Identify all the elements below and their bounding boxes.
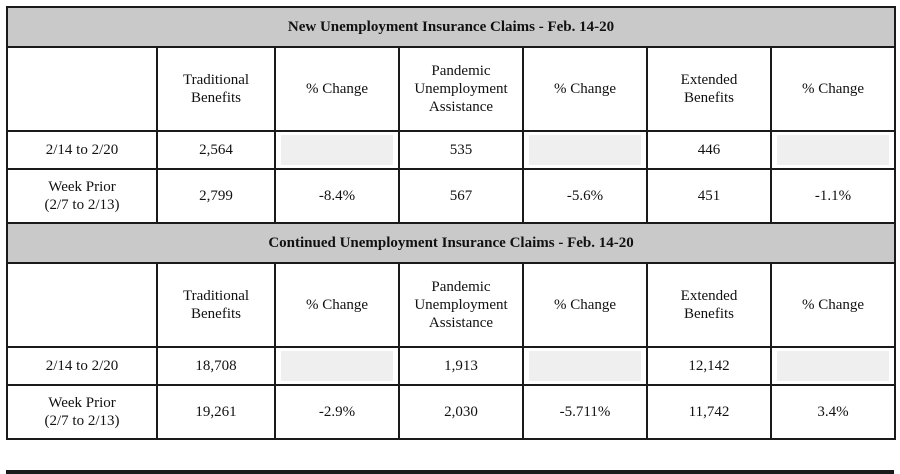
new-claims-title: New Unemployment Insurance Claims - Feb. 14-20 xyxy=(7,7,895,47)
new-prior-pandemic: 567 xyxy=(399,169,523,223)
continued-claims-title-row xyxy=(7,223,895,263)
header-traditional-change: % Change xyxy=(275,47,399,131)
cont-current-extended: 12,142 xyxy=(647,347,771,385)
new-prior-extended: 451 xyxy=(647,169,771,223)
header-extended-line2: Benefits xyxy=(684,90,734,106)
header-pandemic-change: % Change xyxy=(523,47,647,131)
new-current-extended-change xyxy=(771,131,895,169)
header-pandemic-line1: Pandemic xyxy=(431,63,491,79)
continued-claims-title: Continued Unemployment Insurance Claims - Feb. 14-20 xyxy=(7,223,895,263)
shaded-empty-cell xyxy=(529,351,641,381)
cont-prior-extended: 11,742 xyxy=(647,385,771,439)
new-claims-header-row xyxy=(7,47,895,131)
continued-claims-prior-row xyxy=(7,385,895,439)
cont-prior-traditional-change: -2.9% xyxy=(275,385,399,439)
header-extended-line1: Extended xyxy=(680,72,738,88)
new-current-traditional-change xyxy=(275,131,399,169)
cont-current-pandemic-change xyxy=(523,347,647,385)
prior-week-label-line2: (2/7 to 2/13) xyxy=(44,197,120,213)
header-blank xyxy=(7,263,157,347)
new-current-extended: 446 xyxy=(647,131,771,169)
new-prior-pandemic-change: -5.6% xyxy=(523,169,647,223)
new-prior-extended-change: -1.1% xyxy=(771,169,895,223)
shaded-empty-cell xyxy=(281,135,393,165)
shaded-empty-cell xyxy=(777,135,889,165)
header-traditional-line1: Traditional xyxy=(182,72,250,88)
header-traditional xyxy=(157,47,275,131)
header-traditional-line2: Benefits xyxy=(191,90,241,106)
next-table-top-border xyxy=(6,470,894,474)
cont-prior-traditional: 19,261 xyxy=(157,385,275,439)
prior-week-label-line1: Week Prior xyxy=(48,395,116,411)
new-prior-traditional-change: -8.4% xyxy=(275,169,399,223)
header-extended-line2: Benefits xyxy=(684,306,734,322)
new-current-pandemic-change xyxy=(523,131,647,169)
continued-claims-header-row xyxy=(7,263,895,347)
cont-current-pandemic: 1,913 xyxy=(399,347,523,385)
cont-current-extended-change xyxy=(771,347,895,385)
header-traditional-line1: Traditional xyxy=(182,288,250,304)
cont-current-traditional-change xyxy=(275,347,399,385)
cont-prior-extended-change: 3.4% xyxy=(771,385,895,439)
header-extended-line1: Extended xyxy=(680,288,738,304)
new-current-traditional: 2,564 xyxy=(157,131,275,169)
header-pandemic xyxy=(399,263,523,347)
prior-week-label-line2: (2/7 to 2/13) xyxy=(44,413,120,429)
header-pandemic-change: % Change xyxy=(523,263,647,347)
prior-week-label-line1: Week Prior xyxy=(48,179,116,195)
claims-table xyxy=(6,6,896,440)
new-claims-prior-row xyxy=(7,169,895,223)
header-traditional-change: % Change xyxy=(275,263,399,347)
header-extended-change: % Change xyxy=(771,47,895,131)
header-traditional xyxy=(157,263,275,347)
current-week-label: 2/14 to 2/20 xyxy=(7,131,157,169)
header-extended xyxy=(647,47,771,131)
new-prior-traditional: 2,799 xyxy=(157,169,275,223)
header-pandemic-line3: Assistance xyxy=(428,99,494,115)
shaded-empty-cell xyxy=(777,351,889,381)
header-pandemic xyxy=(399,47,523,131)
header-pandemic-line3: Assistance xyxy=(428,315,494,331)
header-traditional-line2: Benefits xyxy=(191,306,241,322)
prior-week-label xyxy=(7,169,157,223)
prior-week-label xyxy=(7,385,157,439)
header-blank xyxy=(7,47,157,131)
header-pandemic-line1: Pandemic xyxy=(431,279,491,295)
shaded-empty-cell xyxy=(529,135,641,165)
new-claims-title-row xyxy=(7,7,895,47)
continued-claims-current-row xyxy=(7,347,895,385)
current-week-label: 2/14 to 2/20 xyxy=(7,347,157,385)
cont-prior-pandemic-change: -5.711% xyxy=(523,385,647,439)
header-extended xyxy=(647,263,771,347)
new-current-pandemic: 535 xyxy=(399,131,523,169)
header-extended-change: % Change xyxy=(771,263,895,347)
header-pandemic-line2: Unemployment xyxy=(414,81,508,97)
claims-document xyxy=(6,6,894,474)
header-pandemic-line2: Unemployment xyxy=(414,297,508,313)
new-claims-current-row xyxy=(7,131,895,169)
cont-current-traditional: 18,708 xyxy=(157,347,275,385)
shaded-empty-cell xyxy=(281,351,393,381)
cont-prior-pandemic: 2,030 xyxy=(399,385,523,439)
